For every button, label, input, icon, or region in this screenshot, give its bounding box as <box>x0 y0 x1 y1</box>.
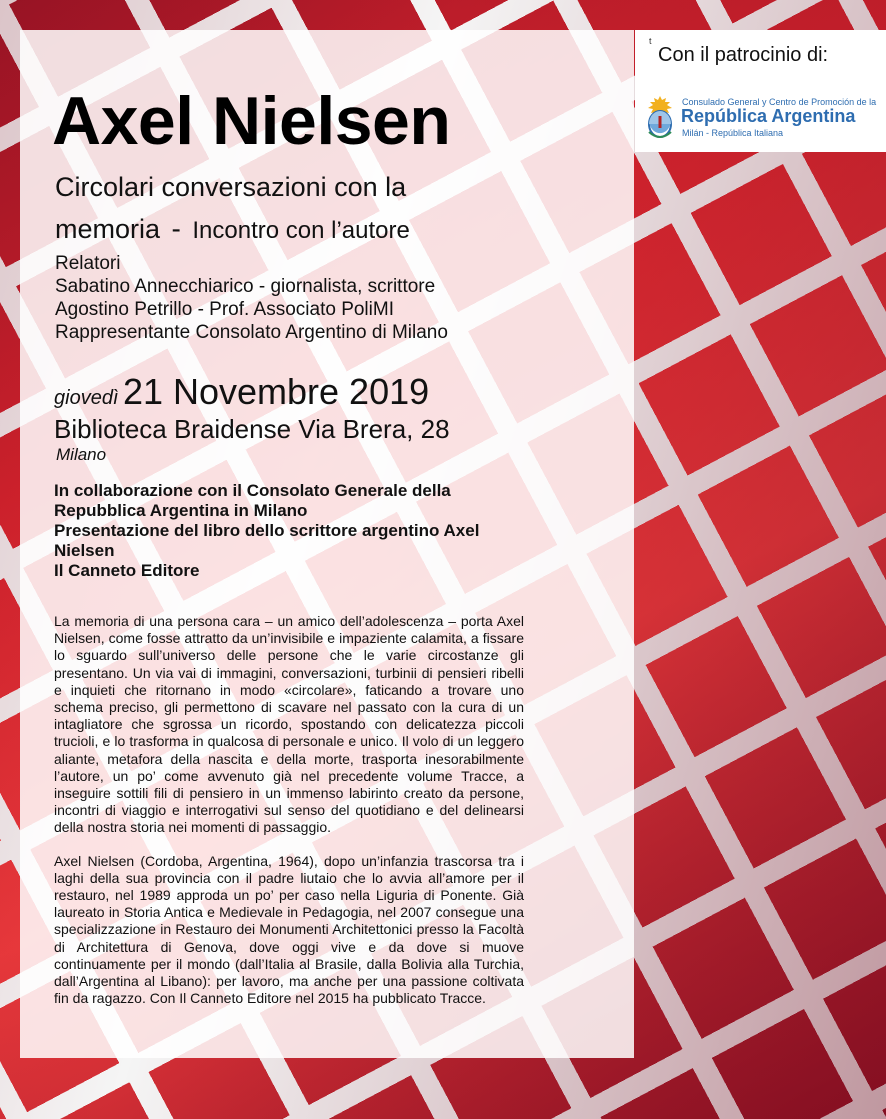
subtitle-memoria: memoria <box>55 214 161 244</box>
subtitle-incontro: Incontro con l’autore <box>192 217 410 244</box>
author-bio-paragraph: Axel Nielsen (Cordoba, Argentina, 1964), dopo un’infanzia trascorsa tra i laghi della sua provincia con il padre liutaio che lo avvia all’amore per il restauro, nel 1989 approda un po’ per caso nella Liguria di Ponente. Già laureato in Storia Antica e Medievale in Pedagogia, nel 2007 consegue una specializzazione in Restauro dei Monumenti Architettonici presso la Facoltà di Architettura di Genova, dove oggi vive e da dove si muove continuamente per il mondo (dall’Italia al Brasile, dalla Bolivia alla Turchia, dall’Argentina al Libano): per lavoro, ma anche per una passione coltivata fin da ragazzo. Con Il Canneto Editore nel 2015 ha pubblicato Tracce. <box>54 852 524 1007</box>
speaker-item: Sabatino Annecchiarico - giornalista, scrittore <box>55 276 436 297</box>
collaboration-block <box>54 481 554 581</box>
event-day: giovedì <box>54 387 119 409</box>
consulate-line1: Consulado General y Centro de Promoción de la <box>682 97 877 107</box>
collaboration-line: Nielsen <box>54 541 115 560</box>
event-date-value: 21 Novembre 2019 <box>122 371 430 412</box>
event-city: Milano <box>56 445 107 464</box>
patronage-label: Con il patrocinio di: <box>658 44 829 66</box>
consulate-line2: República Argentina <box>681 106 856 126</box>
event-date <box>54 371 429 413</box>
book-description <box>54 613 524 1023</box>
speaker-item: Rappresentante Consolato Argentino di Milano <box>55 322 448 343</box>
collaboration-line: Repubblica Argentina in Milano <box>54 501 308 520</box>
consulate-line3: Milán - República Italiana <box>682 128 784 138</box>
speaker-item: Agostino Petrillo - Prof. Associato PoliMI <box>55 299 394 320</box>
argentina-seal-icon <box>645 94 675 140</box>
book-subtitle-line1: Circolari conversazioni con la <box>55 172 407 202</box>
collaboration-line: In collaborazione con il Consolato Generale della <box>54 481 451 500</box>
collaboration-line: Presentazione del libro dello scrittore argentino Axel <box>54 521 480 540</box>
patronage-tick: t <box>649 36 652 46</box>
book-subtitle-line2 <box>55 213 410 245</box>
author-title: Axel Nielsen <box>52 83 451 159</box>
speakers-heading: Relatori <box>55 253 121 274</box>
subtitle-dash: - <box>171 213 181 244</box>
speakers-list <box>55 252 448 344</box>
event-venue: Biblioteca Braidense Via Brera, 28 <box>54 414 450 444</box>
description-paragraph: La memoria di una persona cara – un amico dell’adolescenza – porta Axel Nielsen, come fosse attratto da un’invisibile e impaziente calamita, a fissare lo sguardo sull’universo delle persone che le varie circostanze gli presentano. Un via vai di immagini, conversazioni, turbinii di pensieri ribelli e inquieti che ritornano in modo «circolare», faticando a trovare uno schema preciso, gli permettono di scavare nel passato con la cura di un intagliatore che sgrossa un ricordo, spostando con delicatezza piccoli trucioli, e lo trasforma in qualcosa di personale e unico. Il volo di un leggero aliante, metafora della nascita e della morte, trasporta inesorabilmente l’autore, un po’ come avvenuto già nel precedente volume Tracce, a inseguire sottili fili di pensiero in un immenso labirinto creato da persone, incontri di viaggio e interrogativi sul senso del quotidiano e del delinearsi della nostra storia nei momenti di passaggio. <box>54 613 524 836</box>
collaboration-line: Il Canneto Editore <box>54 561 200 580</box>
